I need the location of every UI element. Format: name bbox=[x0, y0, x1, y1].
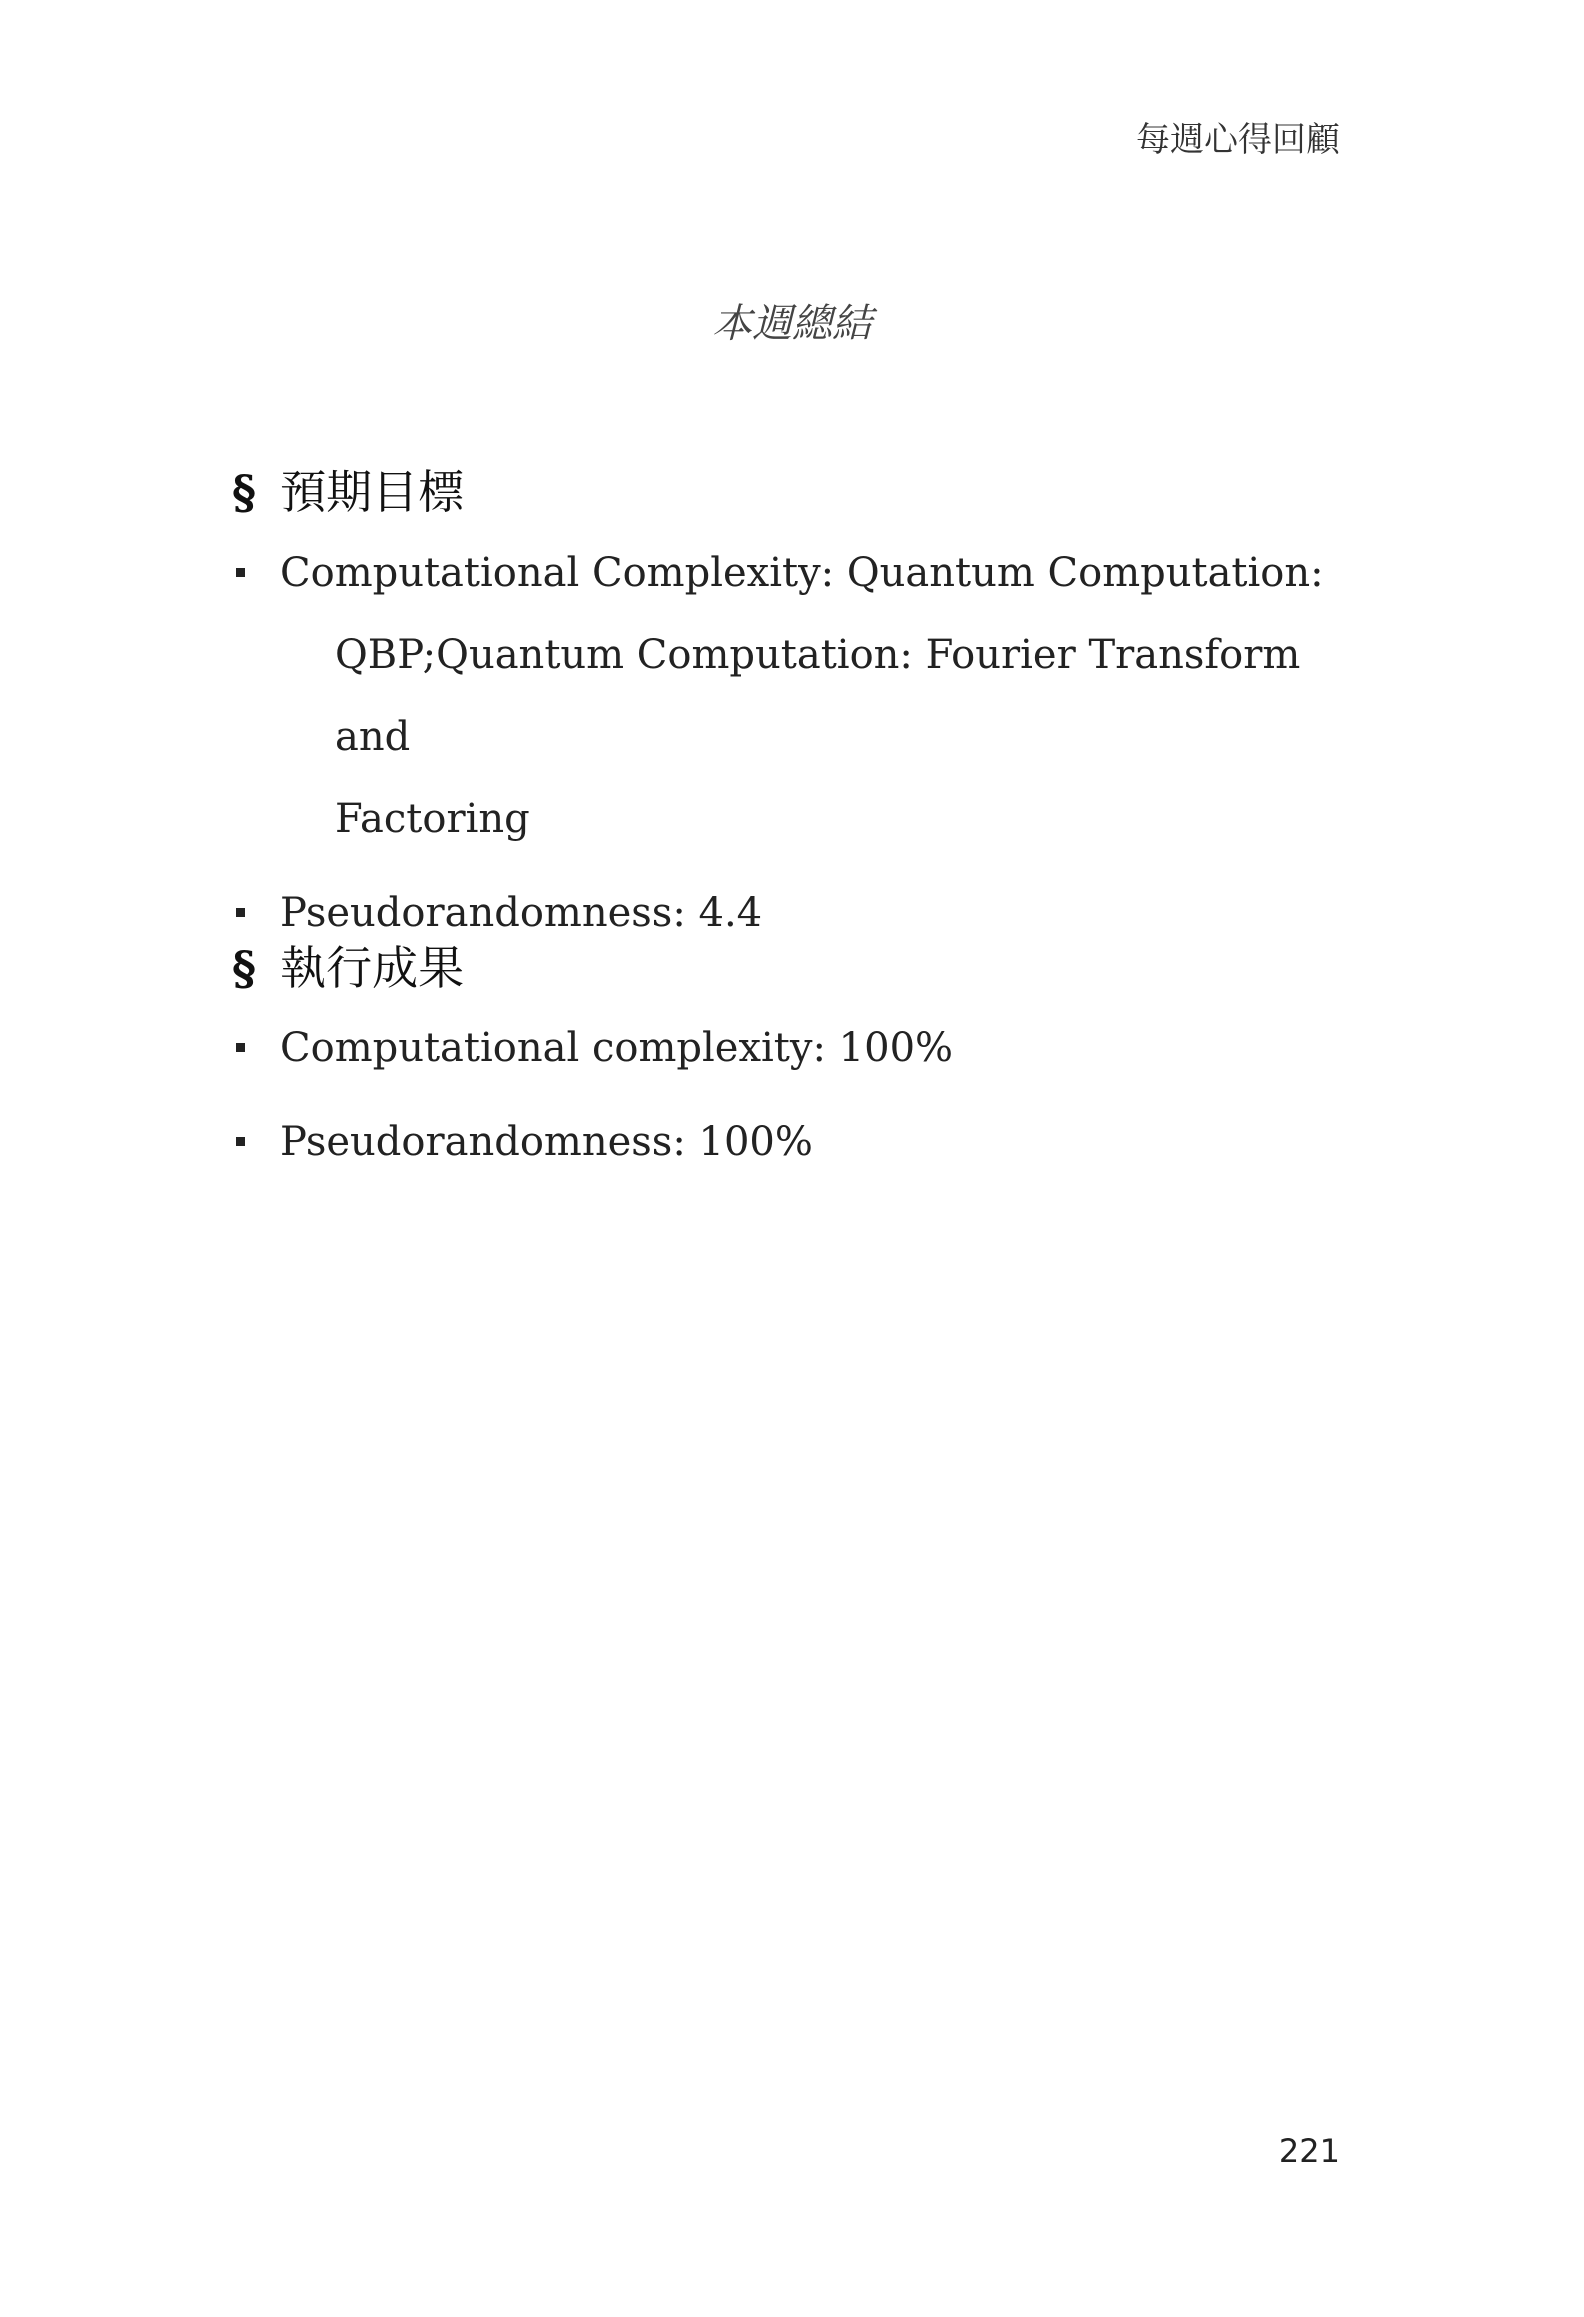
section-heading-goals bbox=[232, 456, 464, 522]
list-item-line: Factoring bbox=[335, 796, 530, 842]
list-item-line: QBP;Quantum Computation: Fourier Transform and bbox=[335, 632, 1301, 760]
page-number: 221 bbox=[1278, 2132, 1340, 2170]
list-item bbox=[232, 1007, 1342, 1089]
running-header: 每週心得回顧 bbox=[1136, 120, 1340, 160]
list-item-line: Computational complexity: 100% bbox=[280, 1025, 954, 1071]
list-item-text bbox=[280, 532, 1342, 860]
square-bullet-icon bbox=[236, 908, 245, 917]
section-symbol: § bbox=[232, 941, 257, 996]
list-item-line: Pseudorandomness: 100% bbox=[280, 1119, 813, 1165]
summary-title: 本週總結 bbox=[712, 301, 872, 347]
square-bullet-icon bbox=[236, 1043, 245, 1052]
section-heading-text: 執行成果 bbox=[280, 941, 465, 996]
list-item-text bbox=[280, 1007, 1342, 1089]
section-heading-results bbox=[232, 932, 464, 998]
section-heading-text: 預期目標 bbox=[280, 465, 465, 520]
list-item-text bbox=[280, 1101, 1342, 1183]
list-item-line: Computational Complexity: Quantum Computation: bbox=[280, 550, 1324, 596]
list-item-line: Pseudorandomness: 4.4 bbox=[280, 890, 763, 936]
list-item bbox=[232, 532, 1342, 860]
goals-list bbox=[232, 532, 1342, 954]
list-item bbox=[232, 1101, 1342, 1183]
square-bullet-icon bbox=[236, 568, 245, 577]
square-bullet-icon bbox=[236, 1137, 245, 1146]
results-list bbox=[232, 1007, 1342, 1183]
section-symbol: § bbox=[232, 465, 257, 520]
